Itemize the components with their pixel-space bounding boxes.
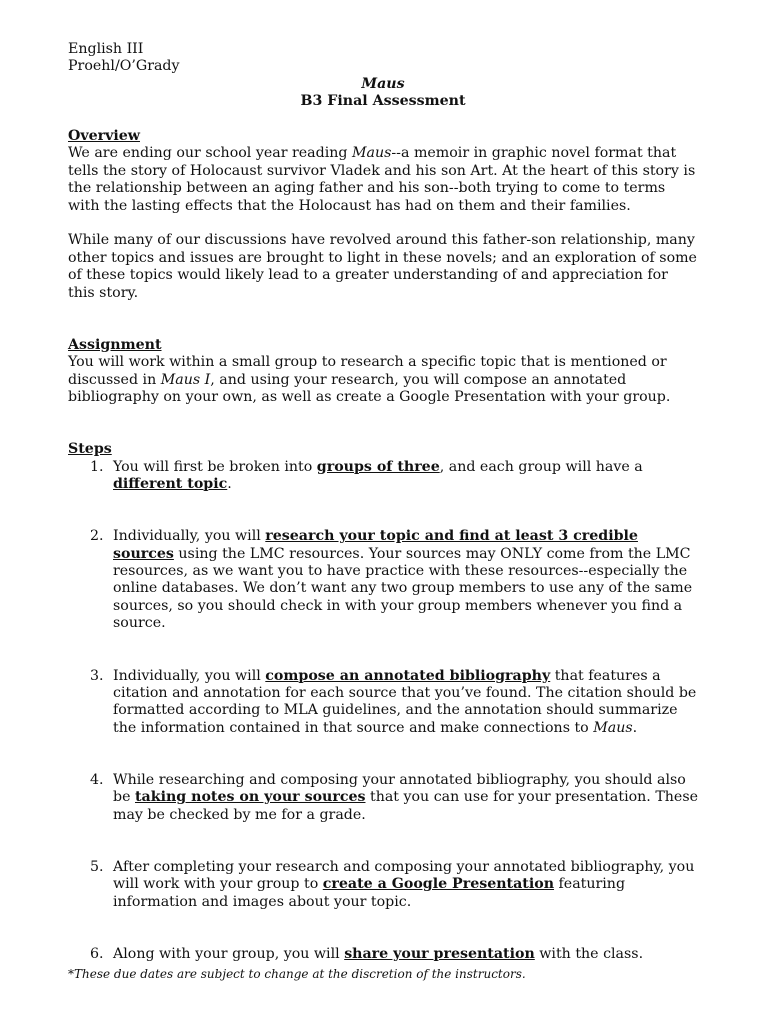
overview-heading: Overview [68, 128, 140, 145]
step-item-3: 3. Individually, you will compose an annotated bibliography that features a citation and annotation for each source that you’ve found. The citation should be formatted according to MLA guidelines, and the annotation should summarize the information contained in that source and make connections to Maus. [90, 667, 697, 736]
document-subtitle: B3 Final Assessment [300, 93, 466, 110]
list-gap [68, 737, 698, 772]
step-item-4: 4. While researching and composing your annotated bibliography, you should also be taking notes on your sources that you can use for your presentation. These may be checked by me for a grade. [90, 771, 698, 823]
document-title: Maus [361, 75, 405, 92]
course-name: English III [68, 41, 144, 57]
teacher-names: Proehl/O’Grady [68, 58, 180, 75]
step-item-1: 1. You will first be broken into groups of three, and each group will have a different topic. [90, 458, 643, 493]
steps-heading: Steps [68, 441, 112, 458]
assignment-heading: Assignment [68, 336, 162, 353]
list-gap [68, 824, 698, 859]
overview-paragraph-2: While many of our discussions have revolved around this father-son relationship, many other topics and issues are brought to light in these novels; and an exploration of some of these topics would likely lead to a greater understanding of and appreciation for this story. [68, 232, 697, 301]
step-item-5: 5. After completing your research and composing your annotated bibliography, you will work with your group to create a Google Presentation featuring information and images about your topic. [90, 858, 695, 910]
step-item-6: 6. Along with your group, you will share your presentation with the class. [90, 945, 644, 962]
list-gap [68, 493, 698, 528]
step-item-2: 2. Individually, you will research your topic and find at least 3 credible sources using the LMC resources. Your sources may ONLY come from the LMC resources, as we want you to have practice with these resources--especially the online databases. We don’t want any two group members to use any of the same sources, so you should check in with your group members whenever you find a source. [90, 528, 693, 632]
steps-list [68, 459, 698, 964]
assignment-paragraph: You will work within a small group to research a specific topic that is mentioned or discussed in Maus I, and using your research, you will compose an annotated bibliography on your own, as well as create a Google Presentation with your group. [68, 354, 671, 406]
list-gap [68, 911, 698, 946]
footnote: *These due dates are subject to change at the discretion of the instructors. [68, 967, 526, 981]
document-body [68, 41, 698, 963]
list-gap [68, 633, 698, 668]
overview-paragraph-1: We are ending our school year reading Maus--a memoir in graphic novel format that tells the story of Holocaust survivor Vladek and his son Art. At the heart of this story is the relationship between an aging father and his son--both trying to come to terms with the lasting effects that the Holocaust has had on them and their families. [68, 145, 696, 214]
